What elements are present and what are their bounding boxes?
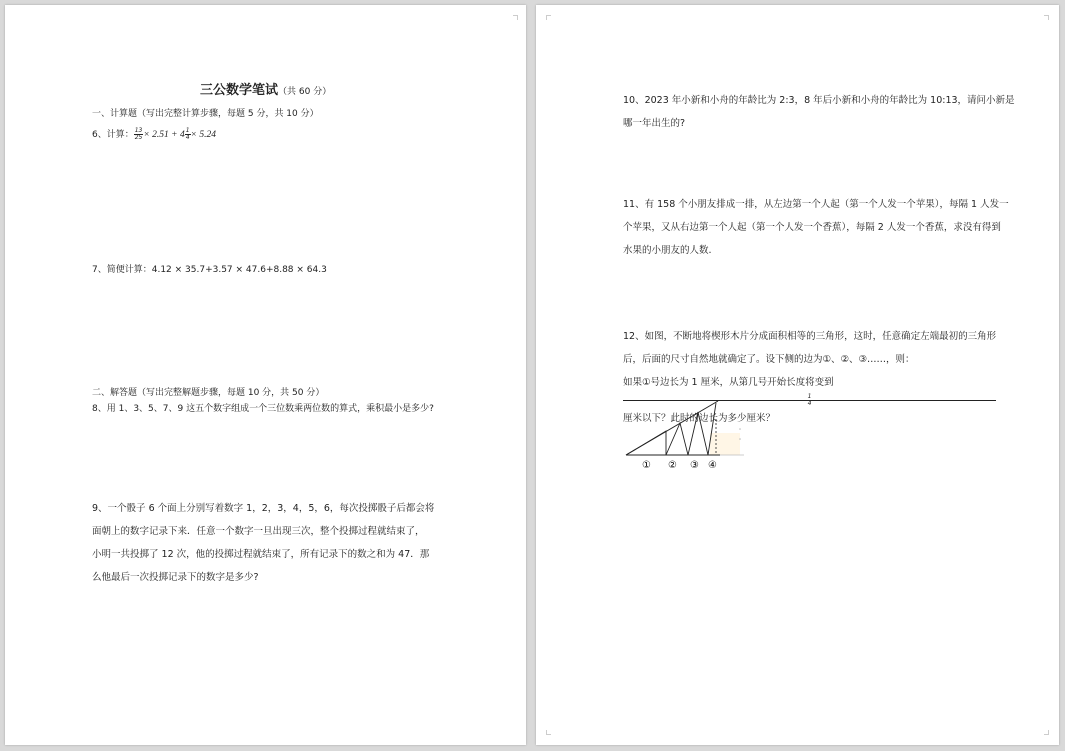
q6-expression-part1: × 2.51 + 4 — [143, 130, 185, 140]
q6-prefix: 6、计算： — [92, 130, 134, 140]
fraction-denominator: 4 — [185, 134, 190, 141]
question-7: 7、简便计算：4.12 × 35.7+3.57 × 47.6+8.88 × 64.3 — [92, 265, 327, 275]
fraction-13-25 — [134, 128, 144, 141]
q11-line: 个苹果，又从右边第一个人起（第一个人发一个香蕉），每隔 2 人发一个香蕉，求没有得到 — [623, 222, 1001, 233]
fraction-numerator: 1 — [185, 127, 190, 134]
question-10 — [623, 89, 1015, 135]
dot — [739, 428, 741, 430]
exam-title — [200, 85, 331, 98]
fraction-denominator: 25 — [134, 134, 143, 141]
title-note: （共 60 分） — [278, 87, 332, 97]
label-4: ④ — [708, 460, 717, 471]
label-1: ① — [642, 460, 651, 471]
q11-line: 11、有 158 个小朋友排成一排，从左边第一个人起（第一个人发一个苹果），每隔 1 人发一 — [623, 199, 1009, 210]
title-text: 三公数学笔试 — [200, 83, 279, 98]
crop-mark — [513, 15, 518, 20]
question-9 — [92, 497, 434, 589]
section-2-heading: 二、解答题（写出完整解题步骤，每题 10 分，共 50 分） — [92, 388, 325, 398]
crop-mark — [546, 730, 551, 735]
crop-mark — [1044, 730, 1049, 735]
figure-shading — [710, 433, 740, 455]
question-11 — [623, 193, 1009, 262]
q10-line: 哪一年出生的? — [623, 118, 686, 129]
q10-line: 10、2023 年小新和小舟的年龄比为 2:3，8 年后小新和小舟的年龄比为 10:13，请问小新是 — [623, 95, 1015, 106]
dot — [739, 438, 741, 440]
wedge-triangle-figure — [622, 395, 752, 475]
q9-line: 9、一个骰子 6 个面上分别写着数字 1，2，3，4，5，6，每次投掷骰子后都会将 — [92, 503, 435, 514]
fraction-numerator: 1 — [623, 394, 996, 401]
q9-line: 面朝上的数字记录下来．任意一个数字一旦出现三次，整个投掷过程就结束了， — [92, 526, 425, 537]
crop-mark — [546, 15, 551, 20]
q9-line: 么他最后一次投掷记录下的数字是多少? — [92, 572, 259, 583]
crop-mark — [1044, 15, 1049, 20]
q12-line: 后，后面的尺寸自然地就确定了。设下侧的边为①、②、③……，则： — [623, 354, 915, 365]
label-2: ② — [668, 460, 677, 471]
fraction-numerator: 13 — [134, 127, 143, 134]
fraction-denominator: 4 — [807, 400, 812, 407]
triangle-2 — [666, 423, 688, 455]
exam-page-1 — [5, 5, 526, 745]
q12-line3-end: 厘米以下？此时的边长为多少厘米？ — [623, 413, 776, 424]
q9-line: 小明一共投掷了 12 次，他的投掷过程就结束了，所有记录下的数之和为 47．那 — [92, 549, 430, 560]
label-3: ③ — [690, 460, 699, 471]
exam-page-2 — [536, 5, 1059, 745]
triangle-3 — [688, 412, 708, 455]
q6-expression-part2: × 5.24 — [190, 130, 216, 140]
question-6 — [92, 128, 216, 141]
q11-line: 水果的小朋友的人数. — [623, 245, 712, 256]
triangle-1 — [626, 431, 666, 455]
q12-line: 12、如图，不断地将楔形木片分成面积相等的三角形，这时，任意确定左端最初的三角形 — [623, 331, 997, 342]
section-1-heading: 一、计算题（写出完整计算步骤，每题 5 分，共 10 分） — [92, 109, 319, 119]
q12-line3-start: 如果①号边长为 1 厘米，从第几号开始长度将变到 — [623, 377, 834, 388]
question-8: 8、用 1、3、5、7、9 这五个数字组成一个三位数乘两位数的算式，乘积最小是多少? — [92, 404, 434, 414]
